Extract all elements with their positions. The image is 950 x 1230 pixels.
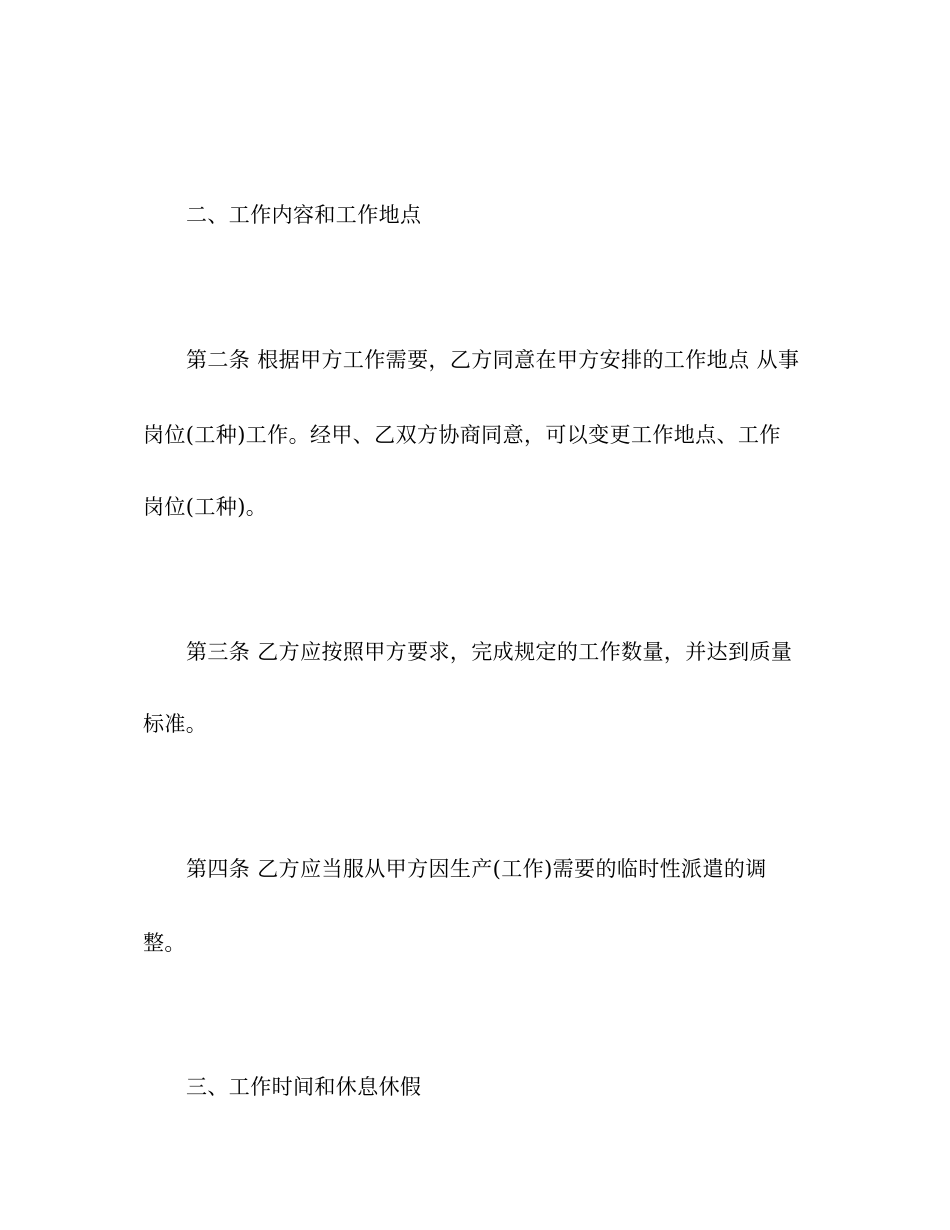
article-2-line-1: 第二条 根据甲方工作需要，乙方同意在甲方安排的工作地点 从事	[186, 348, 800, 372]
article-3-line-1: 第三条 乙方应按照甲方要求，完成规定的工作数量，并达到质量	[186, 640, 793, 664]
article-2-line-3: 岗位(工种)。	[143, 495, 268, 519]
section-heading-work-content: 二、工作内容和工作地点	[186, 203, 422, 227]
article-2-line-2: 岗位(工种)工作。经甲、乙双方协商同意，可以变更工作地点、工作	[143, 423, 781, 447]
article-4-line-2: 整。	[143, 931, 186, 955]
article-4-line-1: 第四条 乙方应当服从甲方因生产(工作)需要的临时性派遣的调	[186, 857, 767, 881]
section-heading-work-hours: 三、工作时间和休息休假	[186, 1075, 422, 1099]
article-3-line-2: 标准。	[143, 712, 208, 736]
